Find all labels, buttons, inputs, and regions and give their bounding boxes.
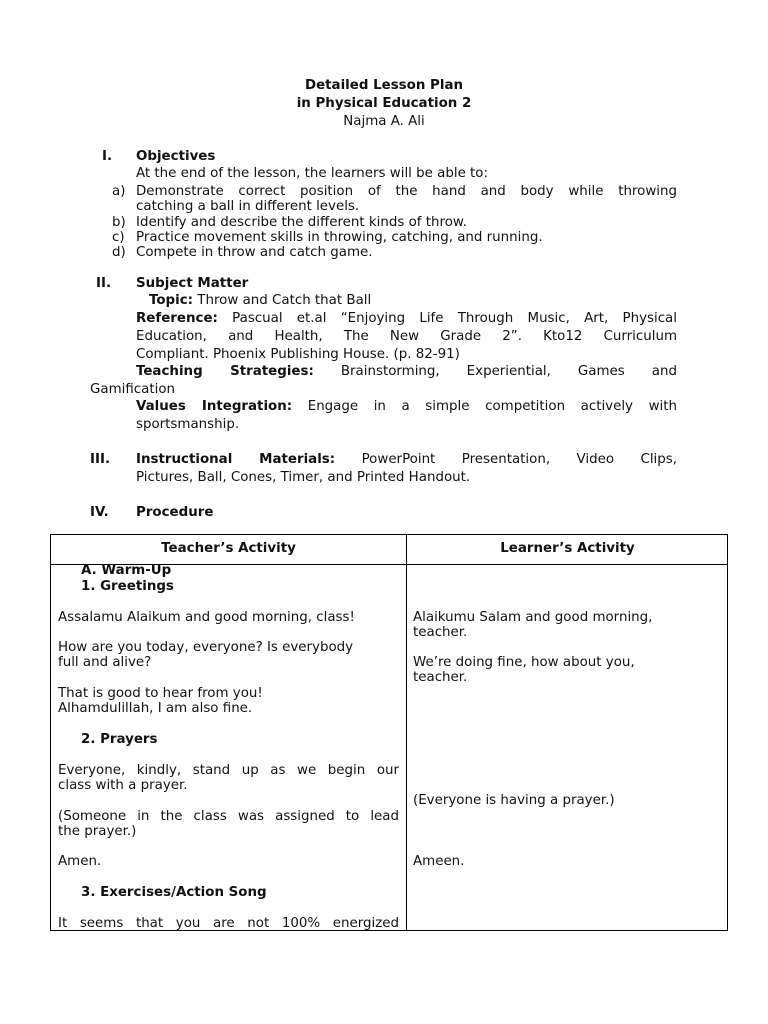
doc-subtitle: in Physical Education 2 — [296, 96, 472, 111]
teacher-column-header: Teacher’s Activity — [161, 541, 296, 556]
topic-value: Throw and Catch that Ball — [197, 293, 372, 308]
teacher-line: class with a prayer. — [58, 778, 188, 793]
teacher-line: Alhamdulillah, I am also fine. — [58, 701, 253, 716]
topic-line — [149, 293, 371, 309]
teacher-line: Amen. — [58, 854, 102, 869]
materials-label: Instructional Materials: — [136, 452, 336, 467]
values-label: Values Integration: — [136, 399, 293, 414]
values-value: Engage in a simple competition actively with — [307, 399, 677, 414]
teacher-line: full and alive? — [58, 655, 152, 670]
reference-cont: Education, and Health, The New Grade 2”. Kto12 Curriculum — [136, 329, 677, 344]
reference-line — [136, 311, 677, 327]
objective-item: Practice movement skills in throwing, catching, and running. — [136, 230, 543, 245]
learner-line: Ameen. — [413, 854, 465, 869]
objective-label: c) — [112, 230, 125, 245]
reference-label: Reference: — [136, 311, 218, 326]
teacher-line: the prayer.) — [58, 824, 137, 839]
doc-author: Najma A. Ali — [343, 114, 425, 129]
objective-label: d) — [112, 245, 126, 260]
section-number: II. — [96, 276, 112, 291]
learner-line: teacher. — [413, 670, 468, 685]
objective-label: a) — [112, 184, 126, 199]
strategies-cont: Gamification — [90, 382, 175, 397]
teacher-line: (Someone in the class was assigned to lead — [58, 809, 399, 824]
objective-item-cont: catching a ball in different levels. — [136, 199, 360, 214]
section-heading-subject: Subject Matter — [136, 276, 249, 291]
objective-item: Identify and describe the different kinds of throw. — [136, 215, 467, 230]
section-heading-objectives: Objectives — [136, 149, 216, 164]
section-number: III. — [90, 452, 111, 467]
teacher-line: It seems that you are not 100% energized — [58, 916, 399, 931]
greetings-heading: 1. Greetings — [81, 579, 174, 594]
doc-title: Detailed Lesson Plan — [304, 78, 464, 93]
section-heading-procedure: Procedure — [136, 505, 214, 520]
values-cont: sportsmanship. — [136, 417, 240, 432]
learner-line: Alaikumu Salam and good morning, — [413, 610, 653, 625]
strategies-value: Brainstorming, Experiential, Games and — [340, 364, 677, 379]
exercises-heading: 3. Exercises/Action Song — [81, 885, 267, 900]
objective-item: Demonstrate correct position of the hand and body while throwing — [136, 184, 677, 199]
values-line — [136, 399, 677, 415]
teacher-line: That is good to hear from you! — [58, 686, 263, 701]
teacher-line: How are you today, everyone? Is everybody — [58, 640, 354, 655]
objective-item: Compete in throw and catch game. — [136, 245, 373, 260]
section-number: IV. — [90, 505, 109, 520]
learner-line: We’re doing fine, how about you, — [413, 655, 635, 670]
objectives-intro: At the end of the lesson, the learners will be able to: — [136, 166, 489, 181]
reference-cont: Compliant. Phoenix Publishing House. (p. 82-91) — [136, 347, 460, 362]
learner-line: (Everyone is having a prayer.) — [413, 793, 615, 808]
warmup-heading: A. Warm-Up — [81, 563, 172, 578]
reference-value: Pascual et.al “Enjoying Life Through Music, Art, Physical — [232, 311, 677, 326]
topic-label: Topic: — [149, 293, 194, 308]
materials-value: PowerPoint Presentation, Video Clips, — [361, 452, 677, 467]
strategies-label: Teaching Strategies: — [136, 364, 314, 379]
prayers-heading: 2. Prayers — [81, 732, 158, 747]
section-number: I. — [102, 149, 113, 164]
procedure-table — [50, 534, 728, 931]
learner-line: teacher. — [413, 625, 468, 640]
materials-cont: Pictures, Ball, Cones, Timer, and Printed Handout. — [136, 470, 471, 485]
materials-line — [136, 452, 677, 468]
column-divider — [406, 535, 407, 930]
strategies-line — [136, 364, 677, 380]
objective-label: b) — [112, 215, 126, 230]
teacher-line: Everyone, kindly, stand up as we begin our — [58, 763, 399, 778]
learner-column-header: Learner’s Activity — [500, 541, 635, 556]
teacher-line: Assalamu Alaikum and good morning, class! — [58, 610, 355, 625]
